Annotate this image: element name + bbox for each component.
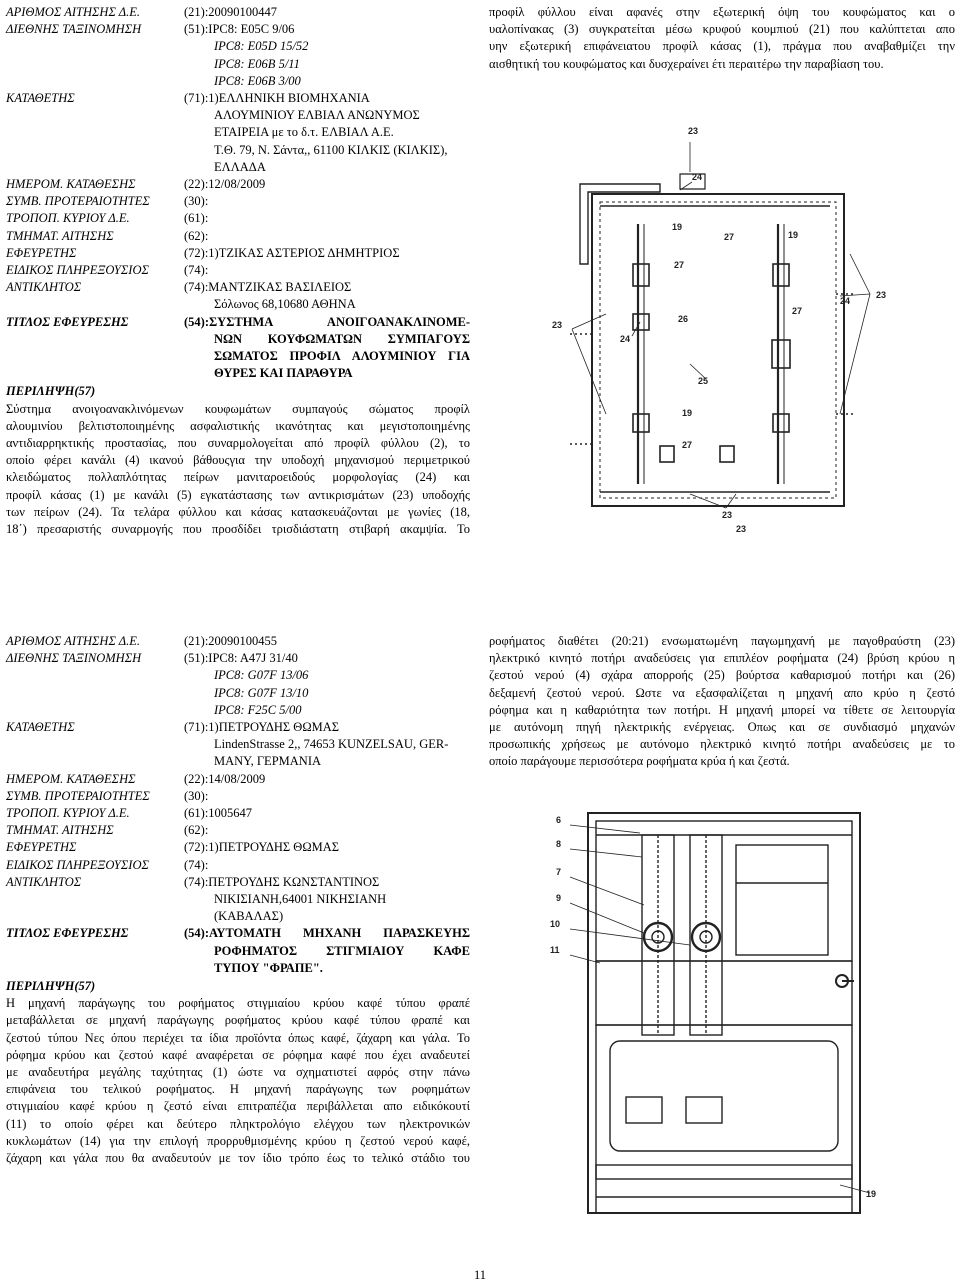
title-row [6,314,470,331]
filing-date-label: ΗΜΕΡΟΜ. ΚΑΤΑΘΕΣΗΣ [6,771,136,786]
division-label: ΤΜΗΜΑΤ. ΑΙΤΗΣΗΣ [6,823,114,838]
inventor: (72):1)ΠΕΤΡΟΥΔΗΣ ΘΩΜΑΣ [184,840,340,855]
inventor-row [6,839,470,856]
figure-label: 27 [674,260,685,270]
title-line: ΡΟΦΗΜΑΤΟΣ ΣΤΙΓΜΙΑΙΟΥ ΚΑΦΕ [214,943,470,958]
figure-label: 27 [682,440,693,450]
priority: (30): [184,194,209,209]
division: (62): [184,823,209,838]
inventor-label: ΕΦΕΥΡΕΤΗΣ [6,840,77,855]
abstract-line: στιγμιαίου καφέ κρύου η ζεστό είναι επιτραπέζια περιβάλλεται απο ειδικόκουτί [6,1099,470,1114]
ipc-code: IPC8: E05D 15/52 [214,39,309,54]
abstract-line: των πείρων (24). Τα τελάρα φύλλου και κάσας κατασκευάζονται με γωνίες (18, [6,504,470,519]
applicant-line: Τ.Θ. 79, Ν. Σάντα,, 61100 ΚΙΛΚΙΣ (ΚΙΛΚΙΣ), [214,142,448,157]
filing-date-row [6,771,470,788]
filing-date-label: ΗΜΕΡΟΜ. ΚΑΤΑΘΕΣΗΣ [6,177,136,192]
application-number-row [6,633,470,650]
division: (62): [184,228,209,243]
abstract-line: κυκλωμάτων (14) για την επιλογή προρρυθμισμένης κρύου η ζεστού νερού καφέ, [6,1133,470,1148]
priority-row [6,193,470,210]
representative-line: (ΚΑΒΑΛΑΣ) [214,909,284,924]
ipc-code: IPC8: E06B 3/00 [214,73,301,88]
abstract-line: κλειδώματος πολλαπλότητας πείρων μανιταροειδούς μορφολογίας (24) και [6,470,470,485]
title-line: ΝΩΝ ΚΟΥΦΩΜΑΤΩΝ ΣΥΜΠΑΓΟΥΣ [214,331,470,346]
continuation-line: υαλοπίνακας (3) συγκρατείται μέσω κρυφού κουμπιού (21) που καλύπτεται απο [489,22,955,37]
abstract-line: προφίλ κάσας (1) με κανάλι (5) εγκατάστασης των αντικρισμάτων (23) υποδοχής [6,487,470,502]
ipc-code: IPC8: E06B 5/11 [214,56,300,71]
abstract-line: αλουμινίου βελτιστοποιημένης ασφαλιστικής ικανότητας και μεγιστοποιημένης [6,418,470,433]
figure-label: 27 [724,232,735,242]
continuation-line: ροφήματος διαθέτει (20:21) ενσωματωμένη παγωμηχανή με παγοθραύστη (23) [489,634,955,648]
ipc-code: IPC8: G07F 13/06 [214,668,309,683]
figure-label: 24 [840,296,851,306]
applicant-line: ΕΤΑΙΡΕΙΑ με το δ.τ. ΕΛΒΙΑΛ Α.Ε. [214,125,394,140]
figure-label: 25 [698,376,709,386]
inventor: (72):1)ΤΖΙΚΑΣ ΑΣΤΕΡΙΟΣ ΔΗΜΗΤΡΙΟΣ [184,245,400,260]
division-row [6,228,470,245]
applicant-line: ΑΛΟΥΜΙΝΙΟΥ ΕΛΒΙΑΛ ΑΝΩΝΥΜΟΣ [214,108,420,123]
figure-label: 26 [678,314,689,324]
figure-label: 24 [620,334,631,344]
abstract-line: επιφάνεια του τελικού ροφήματος. Η μηχανή παράγωγης των ροφημάτων [6,1082,470,1097]
filing-date: (22):12/08/2009 [184,177,266,192]
modification-label: ΤΡΟΠΟΠ. ΚΥΡΙΟΥ Δ.Ε. [6,211,130,226]
continuation-text [489,4,955,73]
ipc-code: (51):IPC8: E05C 9/06 [184,22,295,37]
division-row [6,822,470,839]
bibliographic-column-1 [6,4,470,538]
filing-date-row [6,176,470,193]
figure-label: 19 [682,408,693,418]
applicant-line: LindenStrasse 2,, 74653 KUNZELSAU, GER- [214,737,449,752]
figure-label: 6 [556,815,562,825]
applicant-line: ΕΛΛΑΔΑ [214,159,266,174]
applicant-row [6,90,470,107]
abstract-heading: ΠΕΡΙΛΗΨΗ(57) [6,979,96,994]
figure-label: 9 [556,893,562,903]
representative-label: ΑΝΤΙΚΛΗΤΟΣ [6,280,82,295]
abstract-line: (11) το οποίο φέρει και δεύτερο πληκτρολόγιο ελέγχου των ηλεκτρονικών [6,1116,470,1131]
continuation-line: ηλεκτρικό κινητό ποτήρι αναδεύσεις για επιπλέον ροφήματα (24) βρύση κρύου η [489,651,955,666]
representative-line: Σόλωνος 68,10680 ΑΘΗΝΑ [214,297,356,312]
title-label: ΤΙΤΛΟΣ ΕΦΕΥΡΕΣΗΣ [6,926,129,941]
attorney: (74): [184,857,209,872]
representative-line: (74):ΜΑΝΤΖΙΚΑΣ ΒΑΣΙΛΕΙΟΣ [184,280,352,295]
coffee-machine-diagram [540,805,885,1225]
attorney-label: ΕΙΔΙΚΟΣ ΠΛΗΡΕΞΟΥΣΙΟΣ [6,263,149,278]
representative-row [6,874,470,891]
abstract-line: 18΄) πρεσαριστής συναρμογής που προσδίδει τρισδιάστατη στιβαρή ακαμψία. Το [6,522,470,537]
continuation-line: δεξαμενή ζεστού νερού. Ωστε να εξασφαλίζεται η μηχανή απο κρύο η ζεστό [489,685,955,700]
priority-label: ΣΥΜΒ. ΠΡΟΤΕΡΑΙΟΤΗΤΕΣ [6,194,150,209]
abstract-line: Σύστημα ανοιγοανακλινόμενων κουφωμάτων συμπαγούς σώματος προφίλ [6,401,470,416]
inventor-label: ΕΦΕΥΡΕΤΗΣ [6,245,77,260]
page-number: 11 [473,1268,487,1282]
modification-label: ΤΡΟΠΟΠ. ΚΥΡΙΟΥ Δ.Ε. [6,806,130,821]
continuation-line: προσωπικής χρήσεως με αυτόνομο ηλεκτρικό κινητό ποτήρι αναδεύσεις με το [489,737,955,752]
inventor-row [6,245,470,262]
title-label: ΤΙΤΛΟΣ ΕΦΕΥΡΕΣΗΣ [6,314,129,329]
continuation-column-2 [489,633,955,771]
continuation-line: ζεστού νερού (4) σχάρα απορροής (25) βούρτσα καθαρισμού ποτήρι και (26) [489,668,955,683]
attorney-row [6,857,470,874]
application-number-row [6,4,470,21]
application-number-label: ΑΡΙΘΜΟΣ ΑΙΤΗΣΗΣ Δ.Ε. [6,5,141,19]
ipc-row [6,21,470,38]
figure-label: 19 [788,230,799,240]
figure-label: 24 [692,172,703,182]
application-number-label: ΑΡΙΘΜΟΣ ΑΙΤΗΣΗΣ Δ.Ε. [6,634,141,648]
figure-label: 23 [876,290,887,300]
filing-date: (22):14/08/2009 [184,771,266,786]
continuation-column-1 [489,4,955,73]
attorney-row [6,262,470,279]
window-frame-diagram [540,114,960,544]
coffee-machine-drawing [540,805,885,1225]
figure-label: 27 [792,306,803,316]
figure-label: 23 [722,510,733,520]
figure-label: 19 [866,1189,877,1199]
abstract-line: οποίο φέρει κανάλι (4) ικανού βάθουςγια την υποδοχή μηχανισμού περιμετρικού [6,453,470,468]
modification-row [6,805,470,822]
division-label: ΤΜΗΜΑΤ. ΑΙΤΗΣΗΣ [6,228,114,243]
continuation-text [489,633,955,771]
representative-line: ΝΙΚΙΣΙΑΝΗ,64001 ΝΙΚΗΣΙΑΝΗ [214,892,387,907]
abstract-body [6,995,470,1167]
figure-label: 8 [556,839,562,849]
figure-label: 23 [688,126,699,136]
attorney-label: ΕΙΔΙΚΟΣ ΠΛΗΡΕΞΟΥΣΙΟΣ [6,857,149,872]
representative-label: ΑΝΤΙΚΛΗΤΟΣ [6,874,82,889]
bibliographic-column-2 [6,633,470,1167]
representative-line: (74):ΠΕΤΡΟΥΔΗΣ ΚΩΝΣΤΑΝΤΙΝΟΣ [184,874,380,889]
attorney: (74): [184,263,209,278]
title-line: ΘΥΡΕΣ ΚΑΙ ΠΑΡΑΘΥΡΑ [214,366,353,381]
continuation-line: αισθητική του κουφώματος και δυσχεραίνει έτι περαιτέρω την παραβίαση του. [489,56,884,71]
priority-row [6,788,470,805]
ipc-label: ΔΙΕΘΝΗΣ ΤΑΞΙΝΟΜΗΣΗ [6,22,142,37]
title-line: ΣΩΜΑΤΟΣ ΠΡΟΦΙΛ ΑΛΟΥΜΙΝΙΟΥ ΓΙΑ [214,349,470,364]
abstract-line: Η μηχανή παράγωγης του ροφήματος στιγμιαίου κρύου καφέ τύπου φραπέ [6,996,470,1011]
modification-row [6,210,470,227]
continuation-line: υην εξωτερική επιφάνειατου προφίλ κάσας (1), πράγμα που αναβαθμίζει την [489,39,955,54]
figure-label: 7 [556,867,562,877]
representative-row [6,279,470,296]
ipc-label: ΔΙΕΘΝΗΣ ΤΑΞΙΝΟΜΗΣΗ [6,651,142,666]
abstract-line: αντιδιαρρηκτικής προστασίας, που συναρμολογείται από προφίλ φύλλου (2), το [6,436,470,451]
continuation-line: ρόφημα και η καθαριότητα των ποτήρι. Η μηχανή μπορεί να τίθετε σε λειτουργία [489,702,955,717]
abstract-line: μεταβάλλεται σε μηχανή παράγωγης ροφήματος κρύου καφέ τύπου φραπέ και [6,1013,470,1028]
application-number: (21):20090100455 [184,634,278,648]
applicant-label: ΚΑΤΑΘΕΤΗΣ [6,91,75,106]
abstract-line: ζάχαρη και γάλα που θα αναδευτούν με τον ίδιο τρόπο έως το τελικό στάδιο του [6,1151,470,1166]
applicant-line: MANY, ΓΕΡΜΑΝΙΑ [214,754,322,769]
title-line: (54):ΑΥΤΟΜΑΤΗ ΜΗΧΑΝΗ ΠΑΡΑΣΚΕΥΗΣ [184,926,470,941]
title-line: (54):ΣΥΣΤΗΜΑ ΑΝΟΙΓΟΑΝΑΚΛΙΝΟΜΕ- [184,314,470,329]
continuation-line: προφίλ φύλλου είναι αφανές στην εξωτερική όψη του κουφώματος και ο [489,5,955,19]
figure-label: 23 [736,524,747,534]
title-row [6,925,470,942]
priority-label: ΣΥΜΒ. ΠΡΟΤΕΡΑΙΟΤΗΤΕΣ [6,788,150,803]
continuation-line: οποίο παράγουμε περισσότερα ροφήματα κρύα ή και ζεστά. [489,754,790,769]
applicant-label: ΚΑΤΑΘΕΤΗΣ [6,720,75,735]
application-number: (21):20090100447 [184,5,278,19]
ipc-code: IPC8: G07F 13/10 [214,685,309,700]
figure-label: 11 [550,945,560,955]
window-frame-drawing [540,114,960,544]
priority: (30): [184,788,209,803]
modification: (61):1005647 [184,806,253,821]
applicant-line: (71):1)ΠΕΤΡΟΥΔΗΣ ΘΩΜΑΣ [184,720,340,735]
modification: (61): [184,211,209,226]
abstract-line: ρόφημα κρύου και ζεστού καφέ αναφέρεται σε ρόφημα καφέ που έχει αναδευτεί [6,1047,470,1062]
abstract-heading: ΠΕΡΙΛΗΨΗ(57) [6,384,96,399]
applicant-row [6,719,470,736]
abstract-line: ζεστού τύπου Νες όπου περιέχει τα ίδια προϊόντα όπως καφέ, ζάχαρη και γάλα. Το [6,1030,470,1045]
ipc-code: (51):IPC8: A47J 31/40 [184,651,298,666]
figure-label: 23 [552,320,563,330]
figure-label: 10 [550,919,561,929]
ipc-row [6,650,470,667]
continuation-line: με αυτόνομη πηγή ηλεκτρικής ενέργειας. Οπως και σε συνδιασμό μηχανών [489,720,955,735]
figure-label: 19 [672,222,683,232]
abstract-body [6,401,470,539]
applicant-line: (71):1)ΕΛΛΗΝΙΚΗ ΒΙΟΜΗΧΑΝΙΑ [184,91,370,106]
abstract-line: με αναδευτήρα μεγάλης ταχύτητας (1) ώστε να σχηματιστεί αφρός στην πάνω [6,1065,470,1080]
title-line: ΤΥΠΟΥ "ΦΡΑΠΕ". [214,960,323,975]
ipc-code: IPC8: F25C 5/00 [214,702,302,717]
